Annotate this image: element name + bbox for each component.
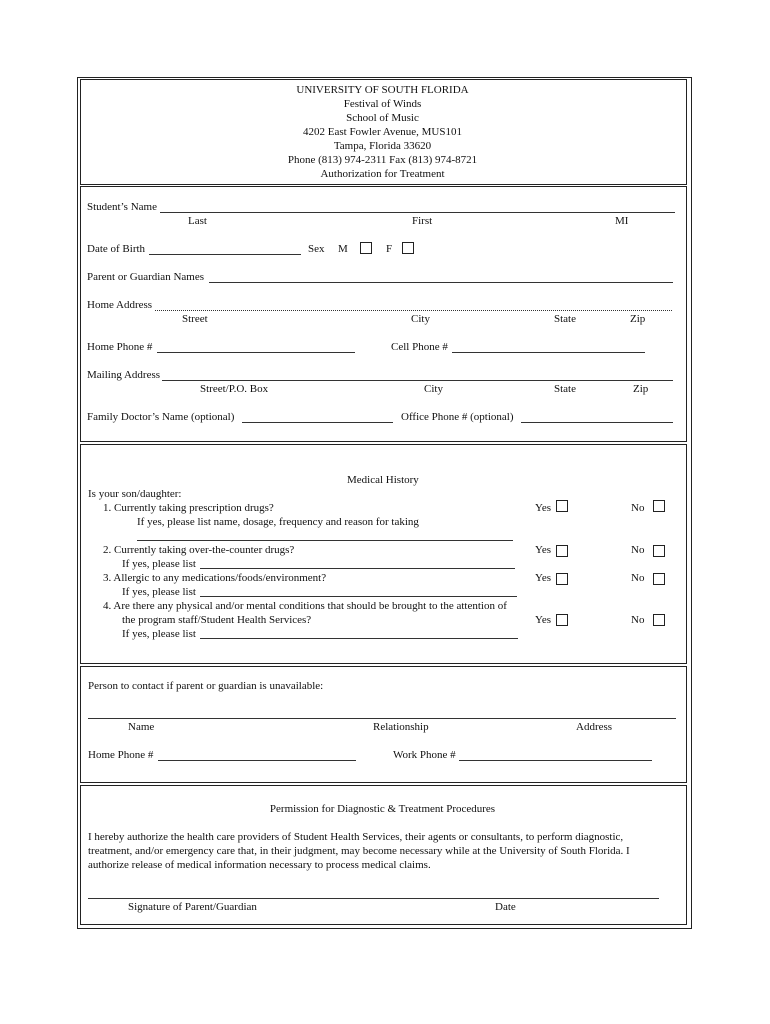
- question-3-no-label: No: [631, 572, 645, 584]
- student-info-section: [80, 186, 687, 442]
- last-name-caption: Last: [188, 215, 207, 227]
- question-3: 3. Allergic to any medications/foods/environment?: [103, 572, 327, 584]
- question-2-yes-checkbox[interactable]: [556, 545, 568, 557]
- street-address: 4202 East Fowler Avenue, MUS101: [303, 126, 462, 138]
- sex-male-checkbox[interactable]: [360, 242, 372, 254]
- university-name: UNIVERSITY OF SOUTH FLORIDA: [296, 84, 469, 96]
- office-phone-field[interactable]: [521, 422, 673, 423]
- question-2-yes-label: Yes: [535, 544, 552, 556]
- phone-fax: Phone (813) 974-2311 Fax (813) 974-8721: [287, 154, 478, 166]
- question-1: 1. Currently taking prescription drugs?: [103, 502, 274, 514]
- question-1-followup: If yes, please list name, dosage, frequency and reason for taking: [137, 516, 419, 528]
- medical-intro: Is your son/daughter:: [88, 488, 182, 500]
- question-4-yes-label: Yes: [535, 614, 552, 626]
- student-name-label: Student’s Name: [87, 201, 157, 213]
- emergency-contact-field[interactable]: [88, 718, 676, 719]
- dob-field[interactable]: [149, 254, 301, 255]
- first-name-caption: First: [412, 215, 433, 227]
- contact-work-phone-field[interactable]: [459, 760, 652, 761]
- mailing-address-label: Mailing Address: [87, 369, 161, 381]
- question-1-no-label: No: [631, 502, 645, 514]
- contact-address-caption: Address: [576, 721, 613, 733]
- contact-home-phone-field[interactable]: [158, 760, 356, 761]
- question-1-no-checkbox[interactable]: [653, 500, 665, 512]
- home-zip-caption: Zip: [630, 313, 646, 325]
- mailing-street-caption: Street/P.O. Box: [200, 383, 269, 395]
- sex-female-checkbox[interactable]: [402, 242, 414, 254]
- parent-names-label: Parent or Guardian Names: [87, 271, 204, 283]
- mailing-zip-caption: Zip: [633, 383, 649, 395]
- home-street-caption: Street: [182, 313, 208, 325]
- date-caption: Date: [495, 901, 516, 913]
- student-name-field[interactable]: [160, 212, 675, 213]
- question-2-followup: If yes, please list: [122, 558, 196, 570]
- question-2: 2. Currently taking over-the-counter drugs?: [103, 544, 295, 556]
- question-2-no-checkbox[interactable]: [653, 545, 665, 557]
- question-3-yes-checkbox[interactable]: [556, 573, 568, 585]
- home-address-field[interactable]: [155, 310, 672, 311]
- home-state-caption: State: [554, 313, 576, 325]
- signature-date-field[interactable]: [88, 898, 659, 899]
- contact-home-phone-label: Home Phone #: [88, 749, 154, 761]
- parent-names-field[interactable]: [209, 282, 673, 283]
- home-address-label: Home Address: [87, 299, 153, 311]
- sex-male-label: M: [338, 243, 348, 255]
- question-3-yes-label: Yes: [535, 572, 552, 584]
- sex-label: Sex: [308, 243, 325, 255]
- question-2-no-label: No: [631, 544, 645, 556]
- sex-female-label: F: [386, 243, 393, 255]
- permission-text-line-2: treatment, and/or emergency care that, in their judgment, may become necessary while at the University of South Florida. I: [88, 845, 630, 857]
- cell-phone-field[interactable]: [452, 352, 645, 353]
- signature-caption: Signature of Parent/Guardian: [128, 901, 257, 913]
- question-3-answer-field[interactable]: [200, 596, 517, 597]
- permission-text-line-3: authorize release of medical information necessary to process medical claims.: [88, 859, 431, 871]
- permission-text-line-1: I hereby authorize the health care providers of Student Health Services, their agents or consultants, to perform diagnostic,: [88, 831, 624, 843]
- question-4-line-2: the program staff/Student Health Services?: [122, 614, 312, 626]
- contact-work-phone-label: Work Phone #: [393, 749, 456, 761]
- question-1-yes-label: Yes: [535, 502, 552, 514]
- question-1-yes-checkbox[interactable]: [556, 500, 568, 512]
- question-4-yes-checkbox[interactable]: [556, 614, 568, 626]
- doctor-name-label: Family Doctor’s Name (optional): [87, 411, 235, 423]
- question-4-line-1: 4. Are there any physical and/or mental conditions that should be brought to the attention of: [103, 600, 507, 612]
- form-title: Authorization for Treatment: [320, 168, 445, 180]
- question-1-answer-field[interactable]: [137, 540, 513, 541]
- doctor-name-field[interactable]: [242, 422, 393, 423]
- dob-label: Date of Birth: [87, 243, 146, 255]
- contact-relationship-caption: Relationship: [373, 721, 429, 733]
- question-3-no-checkbox[interactable]: [653, 573, 665, 585]
- mailing-address-field[interactable]: [162, 380, 673, 381]
- city-state-zip: Tampa, Florida 33620: [333, 140, 432, 152]
- medical-history-title: Medical History: [347, 474, 419, 486]
- cell-phone-label: Cell Phone #: [391, 341, 448, 353]
- program-name: Festival of Winds: [343, 98, 422, 110]
- mailing-state-caption: State: [554, 383, 576, 395]
- question-4-no-checkbox[interactable]: [653, 614, 665, 626]
- middle-initial-caption: MI: [615, 215, 629, 227]
- school-name: School of Music: [346, 112, 419, 124]
- question-4-no-label: No: [631, 614, 645, 626]
- question-2-answer-field[interactable]: [200, 568, 515, 569]
- office-phone-label: Office Phone # (optional): [401, 411, 514, 423]
- mailing-city-caption: City: [424, 383, 443, 395]
- question-4-followup: If yes, please list: [122, 628, 196, 640]
- question-4-answer-field[interactable]: [200, 638, 518, 639]
- home-phone-field[interactable]: [157, 352, 355, 353]
- question-3-followup: If yes, please list: [122, 586, 196, 598]
- home-city-caption: City: [411, 313, 430, 325]
- permission-title: Permission for Diagnostic & Treatment Procedures: [269, 803, 496, 815]
- emergency-contact-heading: Person to contact if parent or guardian is unavailable:: [88, 680, 324, 692]
- contact-name-caption: Name: [128, 721, 155, 733]
- home-phone-label: Home Phone #: [87, 341, 153, 353]
